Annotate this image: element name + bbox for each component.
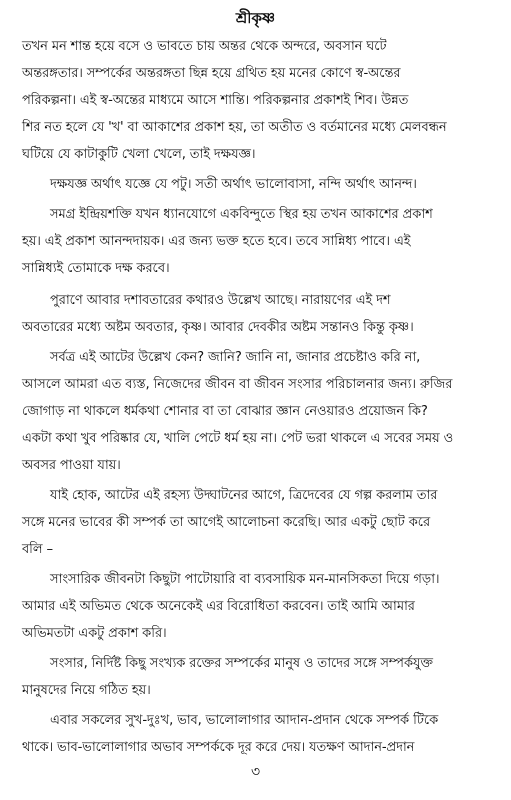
paragraph-first-line: এবার সকলের সুখ-দুঃখ, ভাব, ভালোলাগার আদান-প্রদান থেকে সম্পর্ক টিকে xyxy=(50,713,439,728)
paragraph-first-line: পুরাণে আবার দশাবতারের কথারও উল্লেখ আছে। নারায়ণের এই দশ xyxy=(50,293,391,308)
text-line: তখন মন শান্ত হয়ে বসে ও ভাবতে চায় অন্তর থেকে অন্দরে, অবসান ঘটে xyxy=(22,39,387,54)
text-line: অন্তরঙ্গতার। সম্পর্কের অন্তরঙ্গতা ছিন্ন হয়ে গ্রথিত হয় মনের কোণে স্ব-অন্তের xyxy=(22,66,401,81)
text-line: থাকে। ভাব-ভালোলাগার অভাব সম্পর্ককে দূর করে দেয়। যতক্ষণ আদান-প্রদান xyxy=(22,740,415,755)
text-line: সান্নিধ্যই তোমাকে দক্ষ করবে। xyxy=(22,261,170,276)
paragraph-first-line: সমগ্র ইন্দ্রিয়শক্তি যখন ধ্যানযোগে একবিন্দুতে স্থির হয় তখন আকাশের প্রকাশ xyxy=(50,207,433,222)
text-line: মানুষদের নিয়ে গঠিত হয়। xyxy=(22,683,151,698)
text-line: ঘটিয়ে যে কাটাকুটি খেলা খেলে, তাই দক্ষযজ্ঞ। xyxy=(22,147,256,162)
text-line: অভিমতটা একটু প্রকাশ করি। xyxy=(22,626,167,641)
text-line: সঙ্গে মনের ভাবের কী সম্পর্ক তা আগেই আলোচনা করেছি। আর একটু ছোট করে xyxy=(22,515,431,530)
page-title: শ্রীকৃষ্ণ xyxy=(235,9,276,27)
text-line: জোগাড় না থাকলে ধর্মকথা শোনার বা তা বোঝার জ্ঞান নেওয়ারও প্রয়োজন কি? xyxy=(22,404,428,419)
text-line: বলি – xyxy=(22,542,53,557)
paragraph-first-line: যাই হোক, আটের এই রহস্য উদ্ঘাটনের আগে, ত্রিদেবের যে গল্প করলাম তার xyxy=(50,488,438,503)
text-line: আমার এই অভিমত থেকে অনেকেই এর বিরোধিতা করবেন। তাই আমি আমার xyxy=(22,599,415,614)
page-number: ৩ xyxy=(250,764,261,780)
paragraph-first-line: সংসার, নির্দিষ্ট কিছু সংখ্যক রক্তের সম্পর্কের মানুষ ও তাদের সঙ্গে সম্পর্কযুক্ত xyxy=(50,656,433,671)
text-line: অবতারের মধ্যে অষ্টম অবতার, কৃষ্ণ। আবার দেবকীর অষ্টম সন্তানও কিন্তু কৃষ্ণ। xyxy=(22,320,414,335)
text-line: আসলে আমরা এত ব্যস্ত, নিজেদের জীবন বা জীবন সংসার পরিচালনার জন্য। রুজির xyxy=(22,377,453,392)
paragraph-first-line: সাংসারিক জীবনটা কিছুটা পাটোয়ারি বা ব্যবসায়িক মন-মানসিকতা দিয়ে গড়া। xyxy=(50,572,440,587)
text-line: হয়। এই প্রকাশ আনন্দদায়ক। এর জন্য ভক্ত হতে হবে। তবে সান্নিধ্য পাবে। এই xyxy=(22,234,411,249)
paragraph-first-line: সর্বত্র এই আটের উল্লেখ কেন? জানি? জানি না, জানার প্রচেষ্টাও করি না, xyxy=(50,350,421,365)
text-line: একটা কথা খুব পরিষ্কার যে, খালি পেটে ধর্ম হয় না। পেট ভরা থাকলে এ সবের সময় ও xyxy=(22,431,454,446)
text-line: অবসর পাওয়া যায়। xyxy=(22,458,121,473)
text-line: শির নত হলে যে 'খ' বা আকাশের প্রকাশ হয়, তা অতীত ও বর্তমানের মধ্যে মেলবন্ধন xyxy=(22,120,447,135)
paragraph-first-line: দক্ষযজ্ঞ অর্থাৎ যজ্ঞে যে পটু। সতী অর্থাৎ ভালোবাসা, নন্দি অর্থাৎ আনন্দ। xyxy=(50,177,417,192)
text-line: পরিকল্পনা। এই স্ব-অন্তের মাধ্যমে আসে শান্তি। পরিকল্পনার প্রকাশই শিব। উন্নত xyxy=(22,93,409,108)
